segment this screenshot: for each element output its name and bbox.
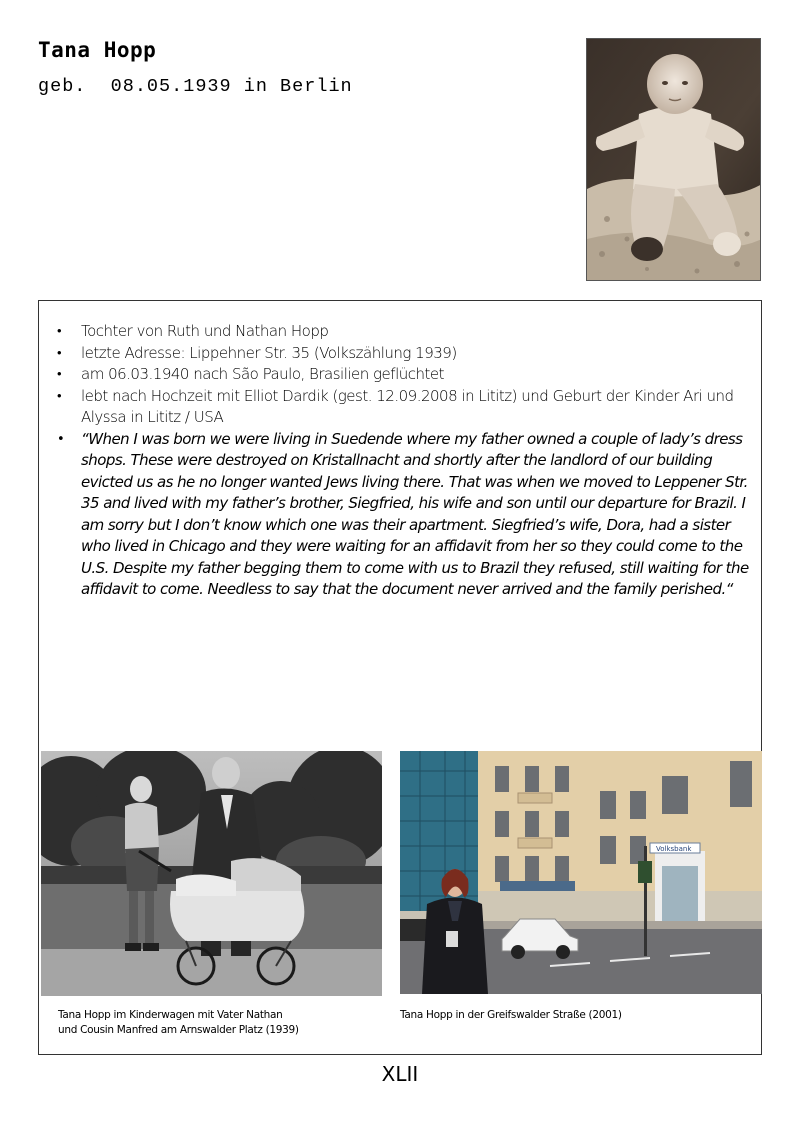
birth-info: geb. 08.05.1939 in Berlin	[38, 76, 353, 97]
bullet-icon: •	[57, 431, 65, 447]
family-pram-image	[41, 751, 382, 996]
greifswalder-street-photo	[400, 751, 762, 994]
bullet-icon: •	[57, 345, 62, 361]
page-number: XLII	[381, 1062, 419, 1086]
list-item	[53, 321, 759, 343]
list-item-text: letzte Adresse: Lippehner Str. 35 (Volkszählung 1939)	[81, 343, 457, 362]
list-item	[53, 386, 759, 429]
bullet-icon: •	[57, 367, 62, 382]
caption-line: und Cousin Manfred am Arnswalder Platz (1939)	[58, 1024, 299, 1036]
list-item	[53, 364, 759, 386]
bullet-icon: •	[57, 324, 62, 339]
baby-portrait-photo	[586, 38, 761, 281]
photo1-caption	[58, 1008, 358, 1038]
quote-item	[53, 429, 759, 601]
shop-sign: Volksbank	[656, 845, 692, 853]
testimony-quote: “When I was born we were living in Suedende where my father owned a couple of lady’s dress shops. These were destroyed on Kristallnacht and shortly after the landlord of our building evicted us as he no longer wanted Jews living there. That was when we moved to Leppener Str. 35 and lived with my father’s brother, Siegfried, his wife and son until our departure for Brazil. I am sorry but I don’t know which one was their apartment. Siegfried’s wife, Dora, had a sister who lived in Chicago and they were waiting for an affidavit from her so they could come to the U.S. Despite my father begging them to come with us to Brazil they refused, still waiting for the affidavit to come. Needless to say that the document never arrived and the family perished.“	[81, 429, 749, 598]
caption-line: Tana Hopp im Kinderwagen mit Vater Nathan	[58, 1009, 283, 1021]
list-item-text: am 06.03.1940 nach São Paulo, Brasilien geflüchtet	[81, 365, 444, 383]
family-pram-photo	[41, 751, 382, 996]
list-item-text: Tochter von Ruth und Nathan Hopp	[81, 322, 329, 340]
greifswalder-street-image	[400, 751, 762, 994]
baby-portrait-image	[587, 39, 761, 281]
biography-list	[53, 321, 759, 601]
bullet-icon: •	[57, 388, 62, 404]
list-item	[53, 343, 759, 365]
person-name: Tana Hopp	[38, 38, 157, 62]
list-item-text: lebt nach Hochzeit mit Elliot Dardik (gest. 12.09.2008 in Lititz) und Geburt der Kinder Ari und Alyssa in Lititz / USA	[81, 386, 734, 426]
photo2-caption: Tana Hopp in der Greifswalder Straße (2001)	[400, 1009, 622, 1021]
content-frame	[38, 300, 762, 1055]
